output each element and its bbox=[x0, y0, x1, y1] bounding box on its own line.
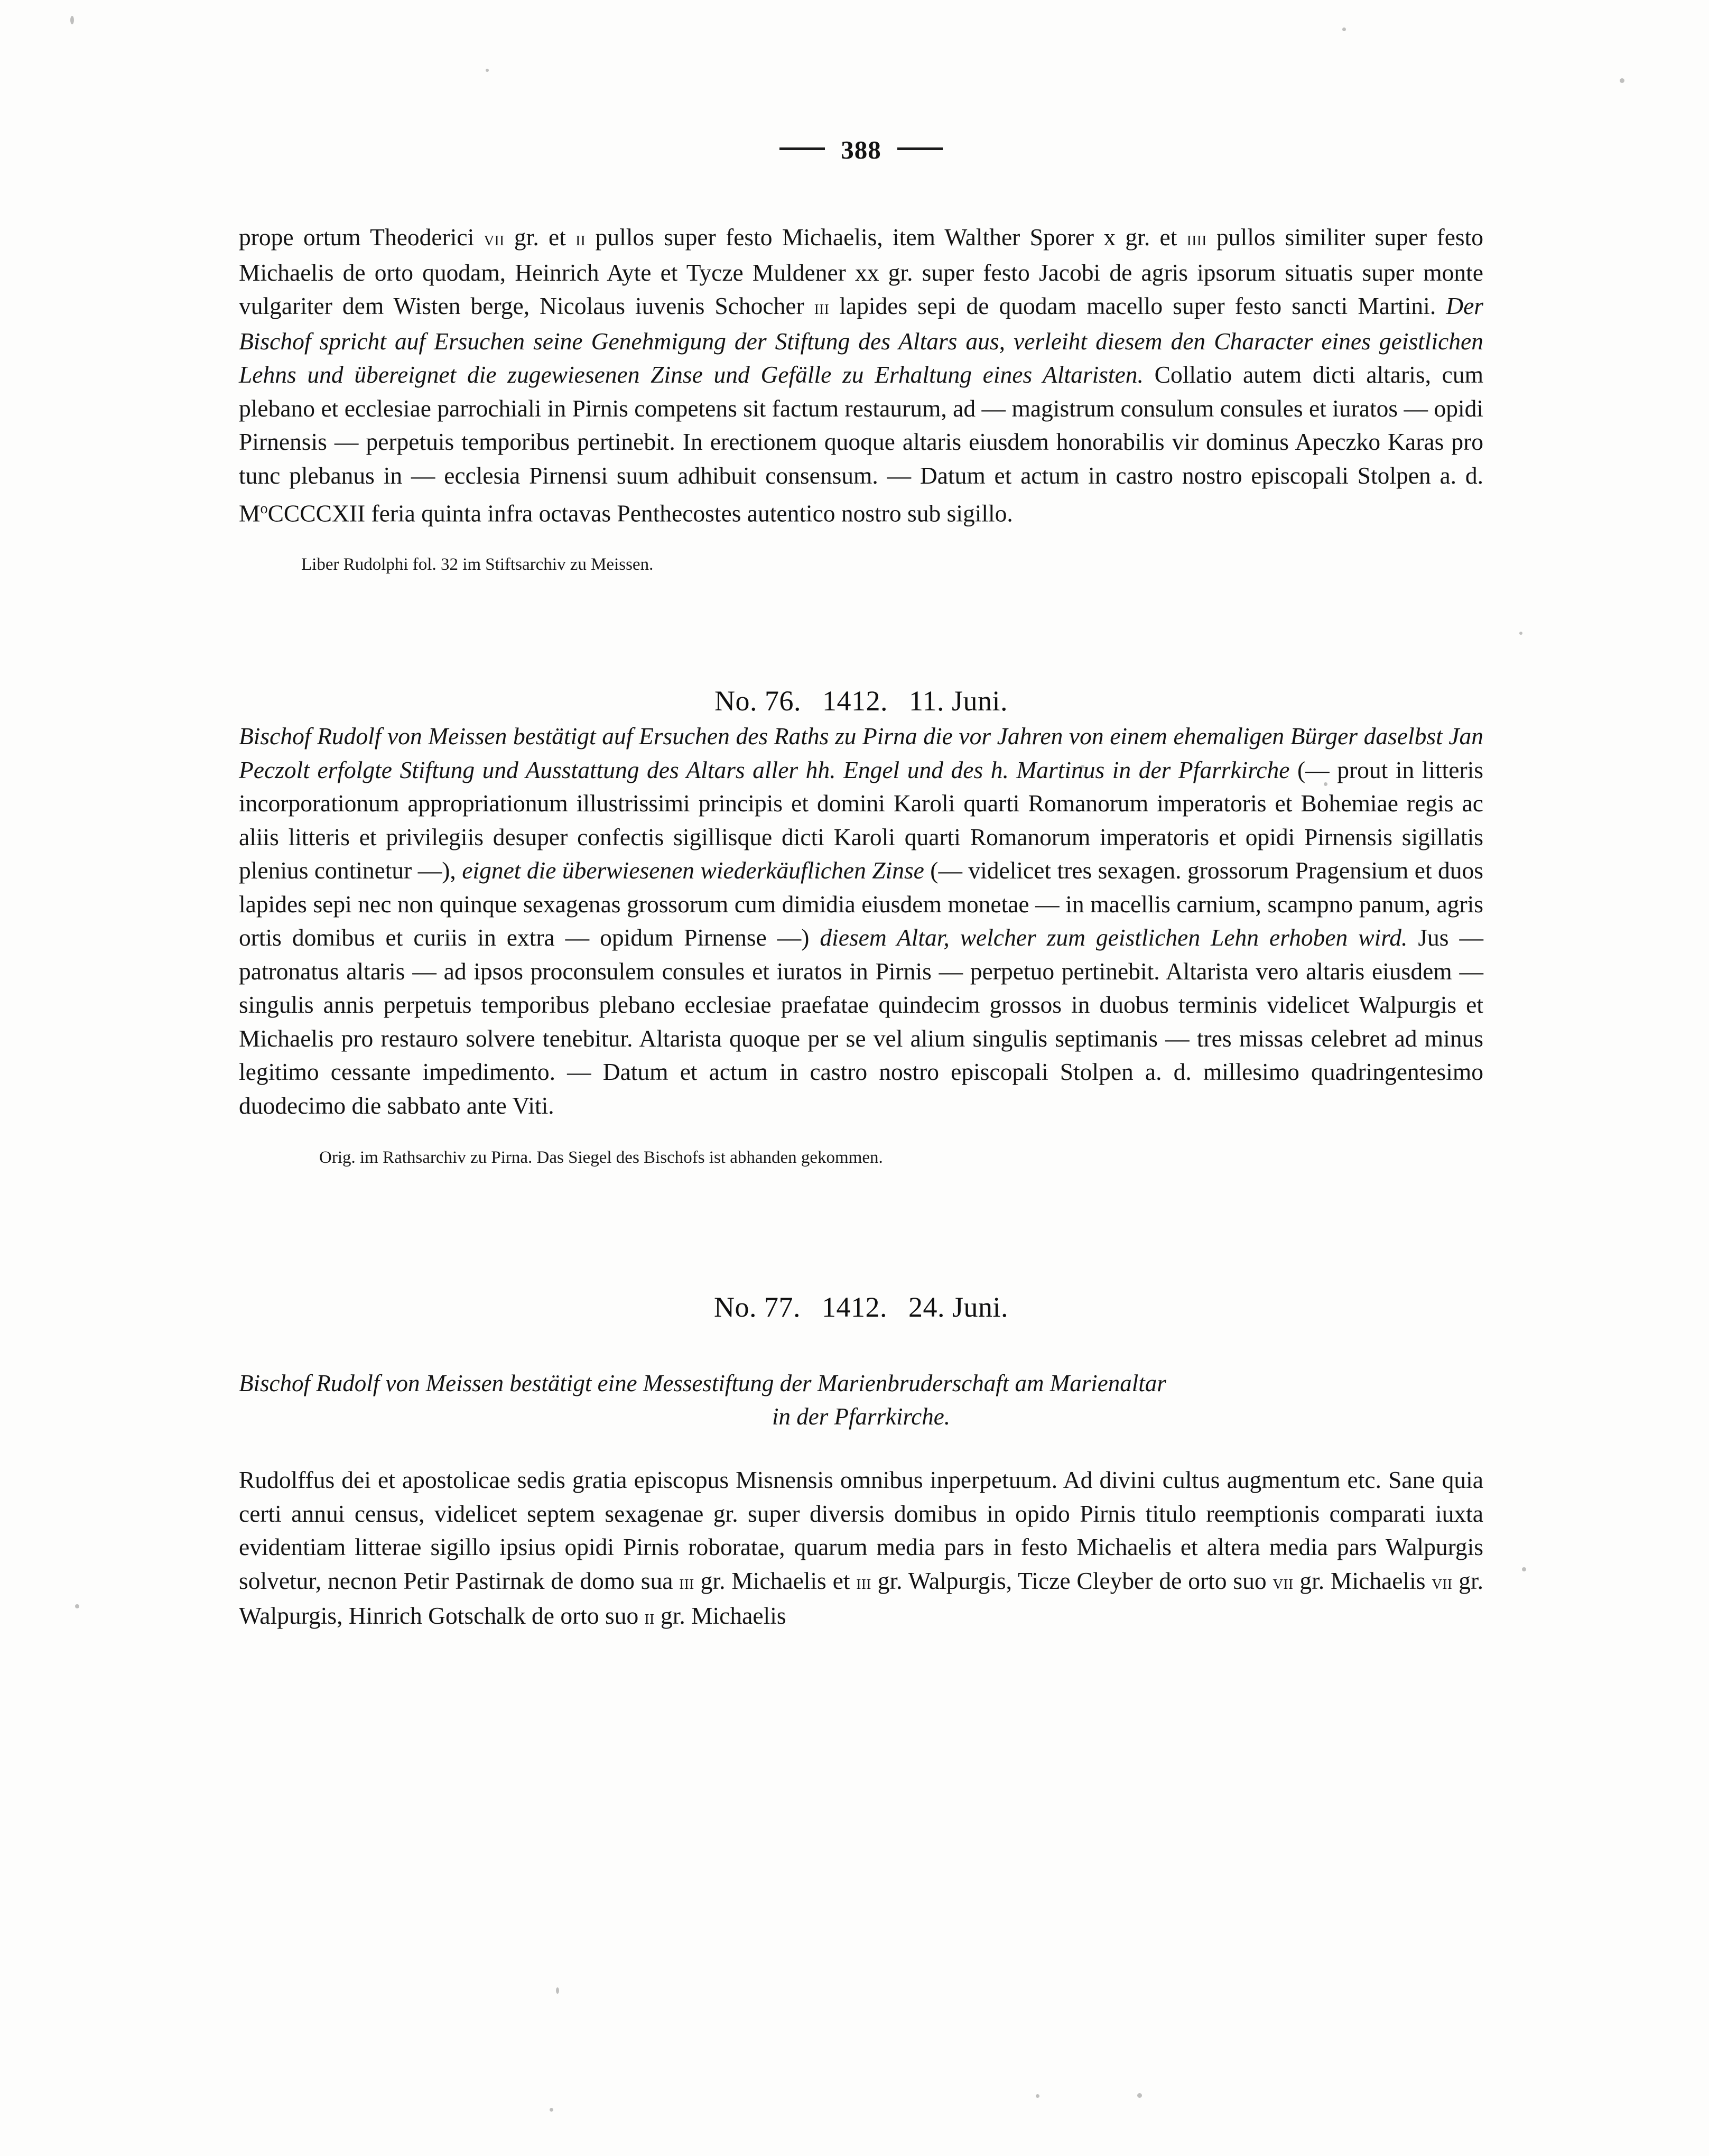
page-content bbox=[239, 0, 1483, 1634]
roman-numeral: vii bbox=[1432, 1570, 1453, 1594]
scan-speck bbox=[1522, 1567, 1526, 1571]
continued-text-2: gr. et bbox=[504, 224, 576, 251]
doc-77-regest bbox=[239, 1367, 1483, 1433]
scan-speck bbox=[1036, 2094, 1039, 2098]
scan-speck bbox=[550, 2108, 553, 2112]
scan-speck bbox=[1137, 2093, 1142, 2098]
doc-76-body-2: (— videlicet tres sexagen. grossorum Pragensium et duos lapides sepi nec non quinque sexagenas grossorum cum dimidia eiusdem monetae — in macellis carnium, scampno panum, agris ortis domibus et curiis in extra — opidum Pirnense —) bbox=[239, 857, 1483, 951]
continued-text-3: pullos super festo Michaelis, item Walther Sporer x gr. et bbox=[586, 224, 1187, 251]
roman-numeral: iii bbox=[814, 296, 830, 319]
roman-numeral: iii bbox=[856, 1570, 871, 1594]
doc-76-regest: Bischof Rudolf von Meissen bestätigt auf Ersuchen des Raths zu Pirna die vor Jahren von einem ehemaligen Bürger daselbst Jan Peczolt erfolgte Stiftung und Ausstattung des Altars aller hh. Engel und des h. Martinus in der Pfarrkirche bbox=[239, 723, 1483, 783]
folio-number: 388 bbox=[841, 135, 881, 164]
doc-77-date: 24. Juni. bbox=[908, 1291, 1009, 1323]
doc-77-regest-line-2: in der Pfarrkirche. bbox=[772, 1403, 951, 1430]
doc-76-heading bbox=[239, 682, 1483, 719]
doc-77-number: No. 77. bbox=[713, 1291, 801, 1323]
doc-76-gloss-2: diesem Altar, welcher zum geistlichen Lehn erhoben wird. bbox=[820, 924, 1408, 951]
doc-77-body-5: gr. Walpurgis, Hinrich Gotschalk de orto suo bbox=[239, 1567, 1483, 1629]
continued-text-7: CCCCXII feria quinta infra octavas Penthecostes autentico nostro sub sigillo. bbox=[267, 499, 1013, 527]
doc-76-year: 1412. bbox=[822, 685, 888, 717]
roman-numeral: iiii bbox=[1186, 227, 1207, 250]
source-note-previous: Liber Rudolphi fol. 32 im Stiftsarchiv zu Meissen. bbox=[301, 555, 654, 574]
superscript-o: o bbox=[260, 501, 268, 517]
scan-speck bbox=[1519, 632, 1522, 635]
doc-76-gloss-1: eignet die überwiesenen wiederkäuflichen Zinse bbox=[462, 857, 924, 884]
roman-numeral: ii bbox=[575, 227, 586, 250]
doc-77-body-6: gr. Michaelis bbox=[654, 1602, 786, 1629]
doc-76-body-3: Jus — patronatus altaris — ad ipsos proconsulem consules et iuratos in Pirnis — perpetuo pertinebit. Altarista vero altaris eiusdem — singulis annis perpetuis temporibus plebano ecclesiae praefatae quindecim grossos in duobus terminis videlicet Walpurgis et Michaelis pro restauro solvere tenebitur. Altarista quoque per se vel alium singulis septimanis — tres missas celebret ad minus legitimo cessante impedimento. — Datum et actum in castro nostro episcopali Stolpen a. d. millesimo quadringentesimo duodecimo die sabbato ante Viti. bbox=[239, 924, 1483, 1119]
scan-speck bbox=[75, 1604, 79, 1608]
doc-77-body-3: gr. Walpurgis, Ticze Cleyber de orto suo bbox=[871, 1567, 1273, 1594]
continued-entry-paragraph bbox=[239, 220, 1483, 530]
doc-76-body-1: (— prout in litteris incorporationum appropriationum illustrissimi principis et domini Karoli quarti Romanorum imperatoris et Bohemiae regis ac aliis litteris et privilegiis desuper confectis sigillisque dicti Karoli quarti Romanorum imperatoris et opidi Pirnensis sigillatis plenius continetur —), bbox=[239, 756, 1483, 884]
scan-speck bbox=[70, 16, 74, 24]
roman-numeral: ii bbox=[644, 1606, 655, 1628]
doc-76-date: 11. Juni. bbox=[908, 685, 1008, 717]
doc-76-paragraph bbox=[239, 719, 1483, 1122]
doc-77-body-4: gr. Michaelis bbox=[1293, 1567, 1432, 1594]
doc-77-heading bbox=[239, 1289, 1483, 1326]
scan-speck bbox=[1620, 78, 1624, 83]
doc-77-year: 1412. bbox=[821, 1291, 887, 1323]
folio-header bbox=[239, 135, 1483, 165]
doc-77-paragraph bbox=[239, 1463, 1483, 1634]
doc-77-regest-line-1: Bischof Rudolf von Meissen bestätigt eine Messestiftung der Marienbruderschaft am Marienaltar bbox=[239, 1370, 1166, 1396]
doc-76-source-note: Orig. im Rathsarchiv zu Pirna. Das Siegel des Bischofs ist abhanden gekommen. bbox=[319, 1148, 883, 1167]
roman-numeral: vii bbox=[1273, 1570, 1294, 1594]
german-gloss: Der Bischof spricht auf Ersuchen seine Genehmigung der Stiftung des Altars aus, verleiht diesem den Character eines geistlichen Lehns und übereignet die zugewiesenen Zinse und Gefälle zu Erhaltung eines Altaristen. bbox=[239, 292, 1484, 388]
scan-speck bbox=[556, 1987, 559, 1994]
doc-77-body-1: Rudolffus dei et apostolicae sedis gratia episcopus Misnensis omnibus inperpetuum. Ad divini cultus augmentum etc. Sane quia certi annui census, videlicet septem sexagenae gr. super diversis domibus in opido Pirnis titulo reemptionis comparati iuxta evidentiam litterae sigillo ipsius opidi Pirnis roboratae, quarum media pars in festo Michaelis et altera media pars Walpurgis solvetur, necnon Petir Pastirnak de domo sua bbox=[239, 1466, 1483, 1594]
continued-text-5: lapides sepi de quodam macello super festo sancti Martini. bbox=[829, 292, 1446, 319]
doc-77-body-2: gr. Michaelis et bbox=[694, 1567, 857, 1594]
roman-numeral: iii bbox=[679, 1570, 694, 1594]
roman-numeral: vii bbox=[484, 227, 505, 250]
continued-text-1: prope ortum Theoderici bbox=[239, 224, 484, 251]
continued-text-4: pullos similiter super festo Michaelis de orto quodam, Heinrich Ayte et Tycze Muldener xx gr. super festo Jacobi de agris ipsorum situatis super monte vulgariter dem Wisten berge, Nicolaus iuvenis Schocher bbox=[239, 224, 1484, 319]
folio-rule-right bbox=[897, 147, 943, 150]
folio-rule-left bbox=[779, 147, 825, 150]
continued-text-6: Collatio autem dicti altaris, cum plebano et ecclesiae parrochiali in Pirnis competens sit factum restaurum, ad — magistrum consulum consules et iuratos — opidi Pirnensis — perpetuis temporibus pertinebit. In erectionem quoque altaris eiusdem honorabilis vir dominus Apeczko Karas pro tunc plebanus in — ecclesia Pirnensi suum adhibuit consensum. — Datum et actum in castro nostro episcopali Stolpen a. d. M bbox=[239, 361, 1484, 527]
doc-76-number: No. 76. bbox=[714, 685, 801, 717]
